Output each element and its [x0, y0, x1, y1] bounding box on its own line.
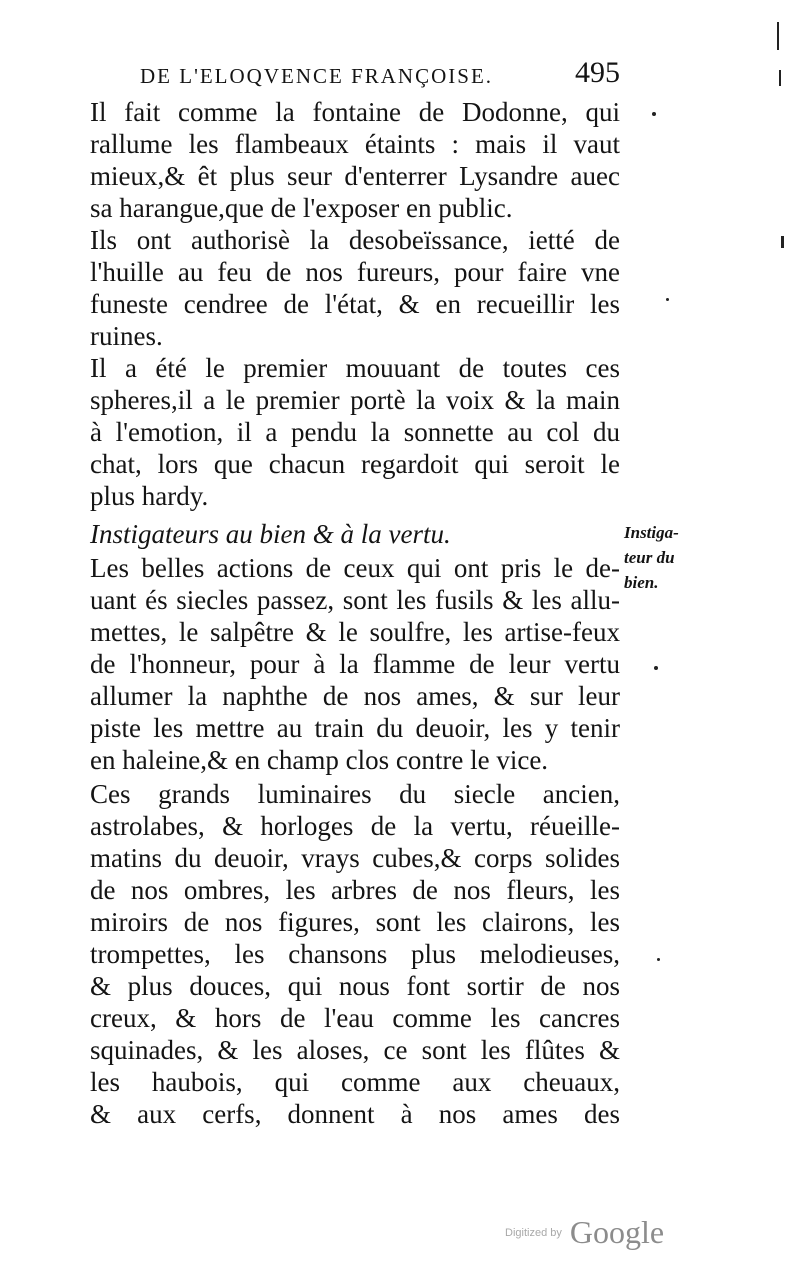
text-line: rallume les flambeaux étaints : mais il vaut [90, 129, 620, 159]
text-line: piste les mettre au train du deuoir, les y tenir [90, 713, 620, 743]
text-line: mettes, le salpêtre & le soulfre, les artise-feux [90, 617, 620, 647]
binding-edge-mark [781, 236, 784, 248]
text-line: Ils ont authorisè la desobeïssance, ietté de [90, 225, 620, 255]
ink-speck [657, 958, 660, 961]
text-line: squinades, & les aloses, ce sont les flûtes & [90, 1035, 620, 1065]
google-wordmark: Google [569, 1214, 665, 1250]
binding-edge-mark [777, 22, 779, 50]
text-line: creux, & hors de l'eau comme les cancres [90, 1003, 620, 1033]
text-line: spheres,il a le premier portè la voix & la main [90, 385, 620, 415]
text-line: & aux cerfs, donnent à nos ames des [90, 1099, 620, 1129]
text-line: matins du deuoir, vrays cubes,& corps solides [90, 843, 620, 873]
text-line: sa harangue,que de l'exposer en public. [90, 193, 513, 223]
text-line: l'huille au feu de nos fureurs, pour faire vne [90, 257, 620, 287]
margin-note-line: teur du [624, 548, 675, 567]
text-line: ruines. [90, 321, 163, 351]
digitized-by-text: Digitized by [505, 1226, 562, 1239]
text-line: & plus douces, qui nous font sortir de nos [90, 971, 620, 1001]
page-header [140, 56, 620, 96]
ink-speck [654, 666, 658, 670]
text-line: les haubois, qui comme aux cheuaux, [90, 1067, 620, 1097]
text-line: Les belles actions de ceux qui ont pris le de- [90, 553, 620, 583]
text-line: mieux,& êt plus seur d'enterrer Lysandre auec [90, 161, 620, 191]
text-line: funeste cendree de l'état, & en recueillir les [90, 289, 620, 319]
margin-note-line: Instiga- [624, 523, 679, 542]
digitized-by-google-logo [505, 1214, 664, 1251]
section-heading: Instigateurs au bien & à la vertu. [90, 519, 451, 549]
binding-edge-mark [779, 70, 781, 86]
text-line: en haleine,& en champ clos contre le vice. [90, 745, 549, 775]
text-line: allumer la naphthe de nos ames, & sur leur [90, 681, 620, 711]
text-line: uant és siecles passez, sont les fusils & les allu- [90, 585, 620, 615]
page-number: 495 [575, 56, 620, 89]
ink-speck [652, 112, 656, 116]
text-line: chat, lors que chacun regardoit qui seroit le [90, 449, 620, 479]
margin-note [624, 520, 704, 595]
text-line: plus hardy. [90, 481, 209, 511]
text-line: à l'emotion, il a pendu la sonnette au col du [90, 417, 620, 447]
text-line: Ces grands luminaires du siecle ancien, [90, 779, 620, 809]
text-line: astrolabes, & horloges de la vertu, réueille- [90, 811, 620, 841]
text-line: de l'honneur, pour à la flamme de leur vertu [90, 649, 620, 679]
ink-speck [666, 298, 669, 301]
text-line: Il a été le premier mouuant de toutes ces [90, 353, 620, 383]
margin-note-line: bien. [624, 573, 659, 592]
text-line: miroirs de nos figures, sont les clairons, les [90, 907, 620, 937]
running-title: DE L'ELOQVENCE FRANÇOISE. [140, 64, 494, 88]
text-line: trompettes, les chansons plus melodieuses, [90, 939, 620, 969]
text-line: Il fait comme la fontaine de Dodonne, qui [90, 97, 620, 127]
text-line: de nos ombres, les arbres de nos fleurs, les [90, 875, 620, 905]
